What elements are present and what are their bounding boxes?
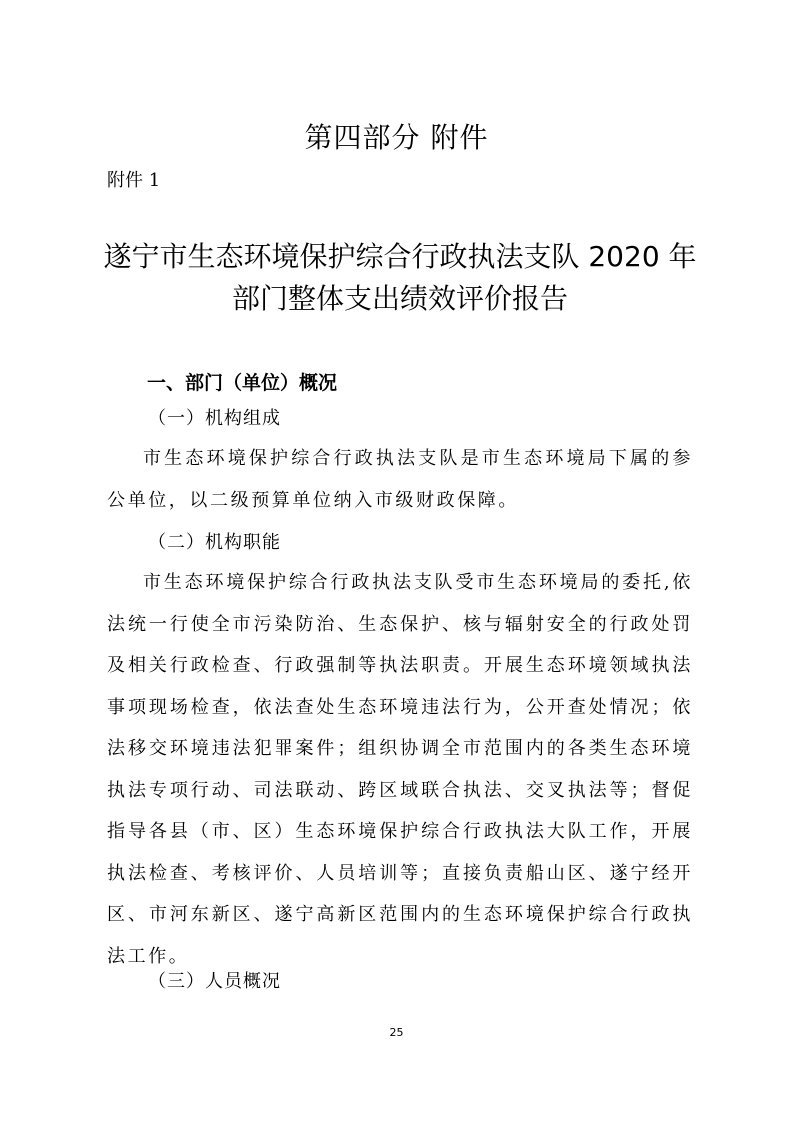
section-heading-overview: 一、部门（单位）概况	[147, 372, 338, 394]
subsection-heading-personnel: （三）人员概况	[148, 971, 281, 992]
paragraph-composition: 市生态环境保护综合行政执法支队是市生态环境局下属的参公单位，以二级预算单位纳入市级财政保障。	[107, 448, 693, 511]
subsection-heading-composition: （一）机构组成	[148, 408, 281, 429]
paragraph-functions: 市生态环境保护综合行政执法支队受市生态环境局的委托,依法统一行使全市污染防治、生态保护、核与辐射安全的行政处罚及相关行政检查、行政强制等执法职责。开展生态环境领域执法事项现场检查，依法查处生态环境违法行为，公开查处情况；依法移交环境违法犯罪案件；组织协调全市范围内的各类生态环境执法专项行动、司法联动、跨区域联合执法、交叉执法等；督促指导各县（市、区）生态环境保护综合行政执法大队工作，开展执法检查、考核评价、人员培训等；直接负责船山区、遂宁经开区、市河东新区、遂宁高新区范围内的生态环境保护综合行政执法工作。	[107, 572, 693, 967]
page-number: 25	[389, 1026, 404, 1039]
subsection-heading-functions: （二）机构职能	[148, 532, 281, 553]
attachment-label: 附件 1	[107, 170, 161, 191]
report-title: 遂宁市生态环境保护综合行政执法支队 2020 年部门整体支出绩效评价报告	[103, 240, 697, 315]
part-title: 第四部分 附件	[304, 121, 489, 154]
